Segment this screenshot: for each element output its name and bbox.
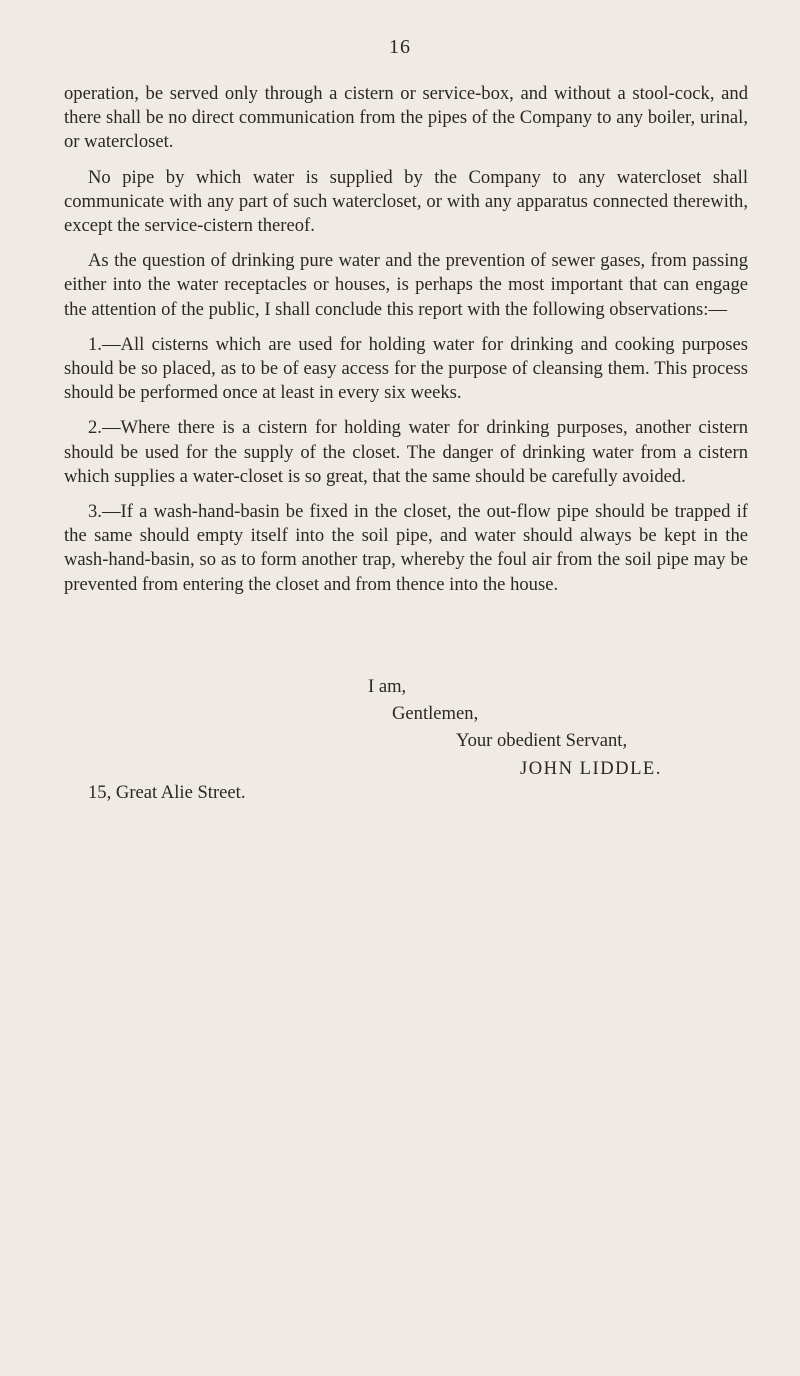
closing-i-am: I am, <box>368 676 407 697</box>
sender-address: 15, Great Alie Street. <box>88 782 246 803</box>
closing-servant: Your obedient Servant, <box>456 730 628 751</box>
paragraph-operation: operation, be served only through a cistern or service-box, and without a stool-cock, and there shall be no direct communication from the pipes of the Company to any boiler, urinal, or watercloset. <box>64 83 748 153</box>
paragraph-question: As the question of drinking pure water and the prevention of sewer gases, from passing either into the water receptacles or houses, is perhaps the most important that can engage the attention of the public, I shall conclude this report with the following observations:— <box>64 250 748 320</box>
body-text <box>64 82 748 608</box>
page-number: 16 <box>389 36 411 58</box>
observation-1: 1.—All cisterns which are used for holding water for drinking and cooking purposes should be so placed, as to be of easy access for the purpose of cleansing them. This process should be performed once at least in every six weeks. <box>64 333 748 404</box>
observation-3: 3.—If a wash-hand-basin be fixed in the closet, the out-flow pipe should be trapped if the same should empty itself into the soil pipe, and water should always be kept in the wash-hand-basin, so as to form another trap, whereby the foul air from the soil pipe may be prevented from entering the closet and from thence into the house. <box>64 501 748 595</box>
observation-2: 2.—Where there is a cistern for holding water for drinking purposes, another cistern should be used for the supply of the closet. The danger of drinking water from a cistern which supplies a water-closet is so great, that the same should be carefully avoided. <box>64 417 748 487</box>
signatory-name: JOHN LIDDLE. <box>520 758 662 779</box>
closing-salutation: Gentlemen, <box>392 703 479 724</box>
paragraph-no-pipe: No pipe by which water is supplied by the Company to any watercloset shall communicate with any part of such watercloset, or with any apparatus connected therewith, except the service-cistern thereof. <box>64 166 748 237</box>
